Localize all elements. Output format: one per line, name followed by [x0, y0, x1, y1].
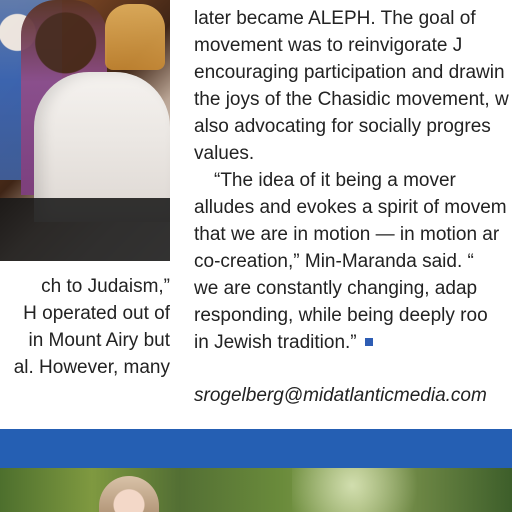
right-line-1: later became ALEPH. The goal of: [194, 8, 476, 29]
right-line-7: “The idea of it being a mover: [214, 170, 456, 191]
right-line-2: movement was to reinvigorate J: [194, 35, 463, 56]
right-line-10: co-creation,” Min-Maranda said. “: [194, 251, 474, 272]
sunlight-highlight: [292, 468, 442, 512]
right-line-13: [194, 329, 512, 356]
right-line-3: encouraging participation and drawin: [194, 62, 505, 83]
end-mark-icon: [365, 338, 373, 346]
bottom-photo: [0, 468, 512, 512]
person-head: [99, 476, 159, 512]
left-article-column: [0, 273, 170, 381]
top-photo: [0, 0, 170, 261]
right-line-12: responding, while being deeply roo: [194, 305, 488, 326]
right-line-13-text: in Jewish tradition.”: [194, 332, 357, 353]
right-line-8: alludes and evokes a spirit of movem: [194, 197, 507, 218]
right-line-6: values.: [194, 143, 255, 164]
photo-caption-band: [0, 198, 170, 261]
right-line-9: that we are in motion — in motion ar: [194, 224, 500, 245]
right-line-5: also advocating for socially progres: [194, 116, 491, 137]
banquet-chair: [105, 4, 165, 70]
left-line-4: al. However, many: [13, 357, 170, 378]
left-line-2: H operated out of: [23, 303, 170, 324]
right-article-column: [194, 5, 512, 356]
right-line-4: the joys of the Chasidic movement, w: [194, 89, 509, 110]
author-email[interactable]: srogelberg@midatlanticmedia.com: [194, 385, 487, 406]
left-line-1: ch to Judaism,”: [41, 276, 170, 297]
left-line-3: in Mount Airy but: [28, 330, 170, 351]
right-line-11: we are constantly changing, adap: [194, 278, 478, 299]
section-divider-band: [0, 429, 512, 468]
